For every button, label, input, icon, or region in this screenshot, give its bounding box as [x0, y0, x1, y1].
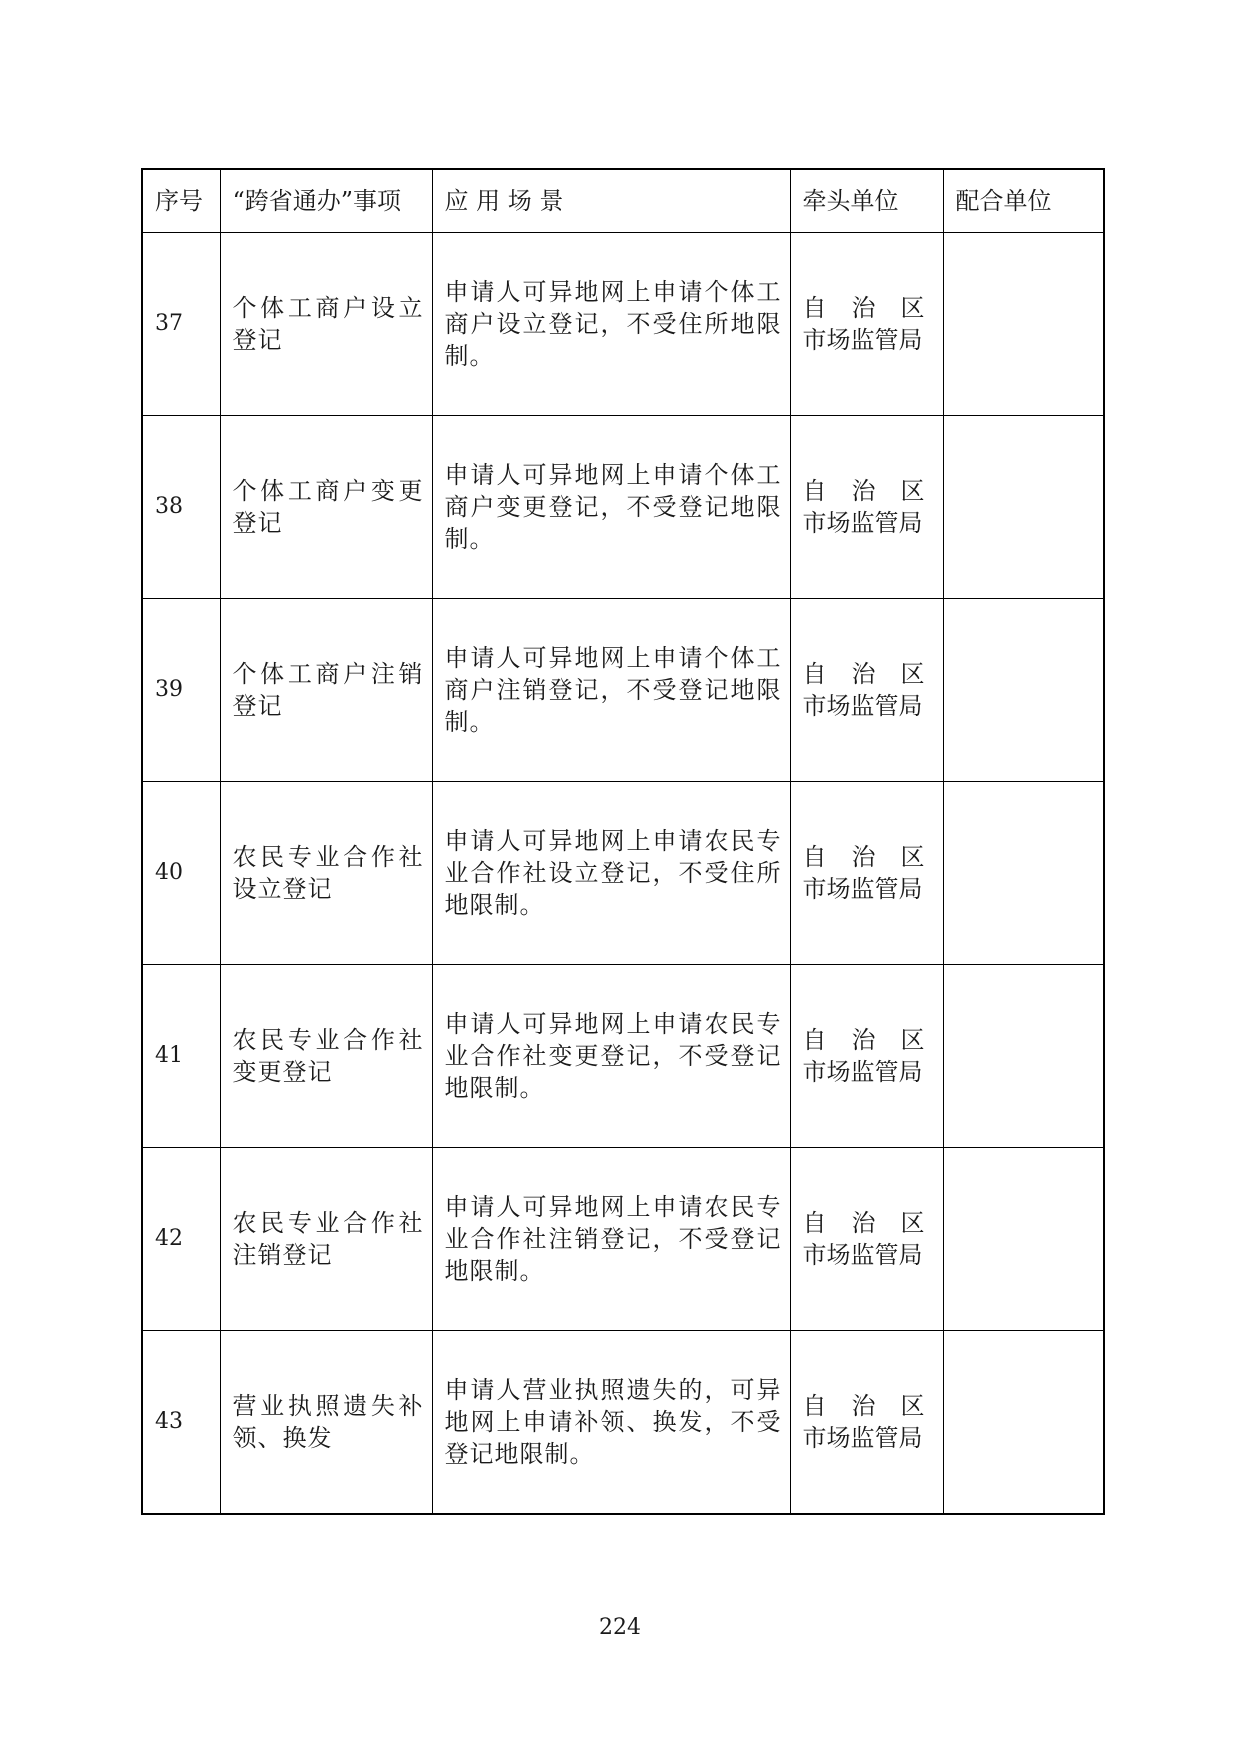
row-lead-unit [790, 1331, 943, 1515]
row-supporting-unit [943, 233, 1104, 416]
row-serial-number: 38 [142, 416, 220, 599]
header-supporting-unit: 配合单位 [943, 169, 1104, 233]
row-lead-unit [790, 416, 943, 599]
matters-table [141, 168, 1105, 1515]
row-supporting-unit [943, 1331, 1104, 1515]
row-matter: 农民专业合作社注销登记 [220, 1148, 432, 1331]
row-lead-unit [790, 965, 943, 1148]
row-supporting-unit [943, 965, 1104, 1148]
row-scenario: 申请人可异地网上申请个体工商户设立登记，不受住所地限制。 [432, 233, 790, 416]
row-lead-unit [790, 782, 943, 965]
row-scenario: 申请人可异地网上申请个体工商户变更登记，不受登记地限制。 [432, 416, 790, 599]
row-supporting-unit [943, 1148, 1104, 1331]
lead-unit-line1: 自治区 [802, 1392, 925, 1420]
header-matter: “跨省通办”事项 [220, 169, 432, 233]
row-matter: 农民专业合作社变更登记 [220, 965, 432, 1148]
row-serial-number: 40 [142, 782, 220, 965]
lead-unit-line2: 市场监管局 [802, 1058, 923, 1086]
row-serial-number: 37 [142, 233, 220, 416]
row-scenario: 申请人可异地网上申请农民专业合作社变更登记，不受登记地限制。 [432, 965, 790, 1148]
row-supporting-unit [943, 416, 1104, 599]
lead-unit-line2: 市场监管局 [802, 875, 923, 903]
table-header-row [142, 169, 1104, 233]
lead-unit-line1: 自治区 [802, 660, 925, 688]
lead-unit-line1: 自治区 [802, 477, 925, 505]
row-serial-number: 41 [142, 965, 220, 1148]
row-supporting-unit [943, 782, 1104, 965]
lead-unit-line2: 市场监管局 [802, 509, 923, 537]
table-row [142, 965, 1104, 1148]
header-lead-unit: 牵头单位 [790, 169, 943, 233]
row-matter: 个体工商户设立登记 [220, 233, 432, 416]
lead-unit-line1: 自治区 [802, 294, 925, 322]
table-row [142, 416, 1104, 599]
table-row [142, 233, 1104, 416]
lead-unit-line2: 市场监管局 [802, 1424, 923, 1452]
row-matter: 个体工商户注销登记 [220, 599, 432, 782]
row-matter: 农民专业合作社设立登记 [220, 782, 432, 965]
header-application-scenario: 应 用 场 景 [432, 169, 790, 233]
lead-unit-line1: 自治区 [802, 1209, 925, 1237]
row-scenario: 申请人可异地网上申请个体工商户注销登记，不受登记地限制。 [432, 599, 790, 782]
lead-unit-line2: 市场监管局 [802, 692, 923, 720]
lead-unit-line2: 市场监管局 [802, 1241, 923, 1269]
table-row [142, 1331, 1104, 1515]
row-matter: 个体工商户变更登记 [220, 416, 432, 599]
table-row [142, 782, 1104, 965]
row-scenario: 申请人可异地网上申请农民专业合作社注销登记，不受登记地限制。 [432, 1148, 790, 1331]
row-supporting-unit [943, 599, 1104, 782]
row-scenario: 申请人营业执照遗失的，可异地网上申请补领、换发，不受登记地限制。 [432, 1331, 790, 1515]
row-lead-unit [790, 233, 943, 416]
lead-unit-line1: 自治区 [802, 843, 925, 871]
row-lead-unit [790, 1148, 943, 1331]
row-serial-number: 39 [142, 599, 220, 782]
row-serial-number: 43 [142, 1331, 220, 1515]
row-scenario: 申请人可异地网上申请农民专业合作社设立登记，不受住所地限制。 [432, 782, 790, 965]
lead-unit-line2: 市场监管局 [802, 326, 923, 354]
table-row [142, 1148, 1104, 1331]
row-matter: 营业执照遗失补领、换发 [220, 1331, 432, 1515]
page-number: 224 [599, 1615, 641, 1640]
row-serial-number: 42 [142, 1148, 220, 1331]
table-row [142, 599, 1104, 782]
lead-unit-line1: 自治区 [802, 1026, 925, 1054]
row-lead-unit [790, 599, 943, 782]
header-serial-number: 序号 [142, 169, 220, 233]
